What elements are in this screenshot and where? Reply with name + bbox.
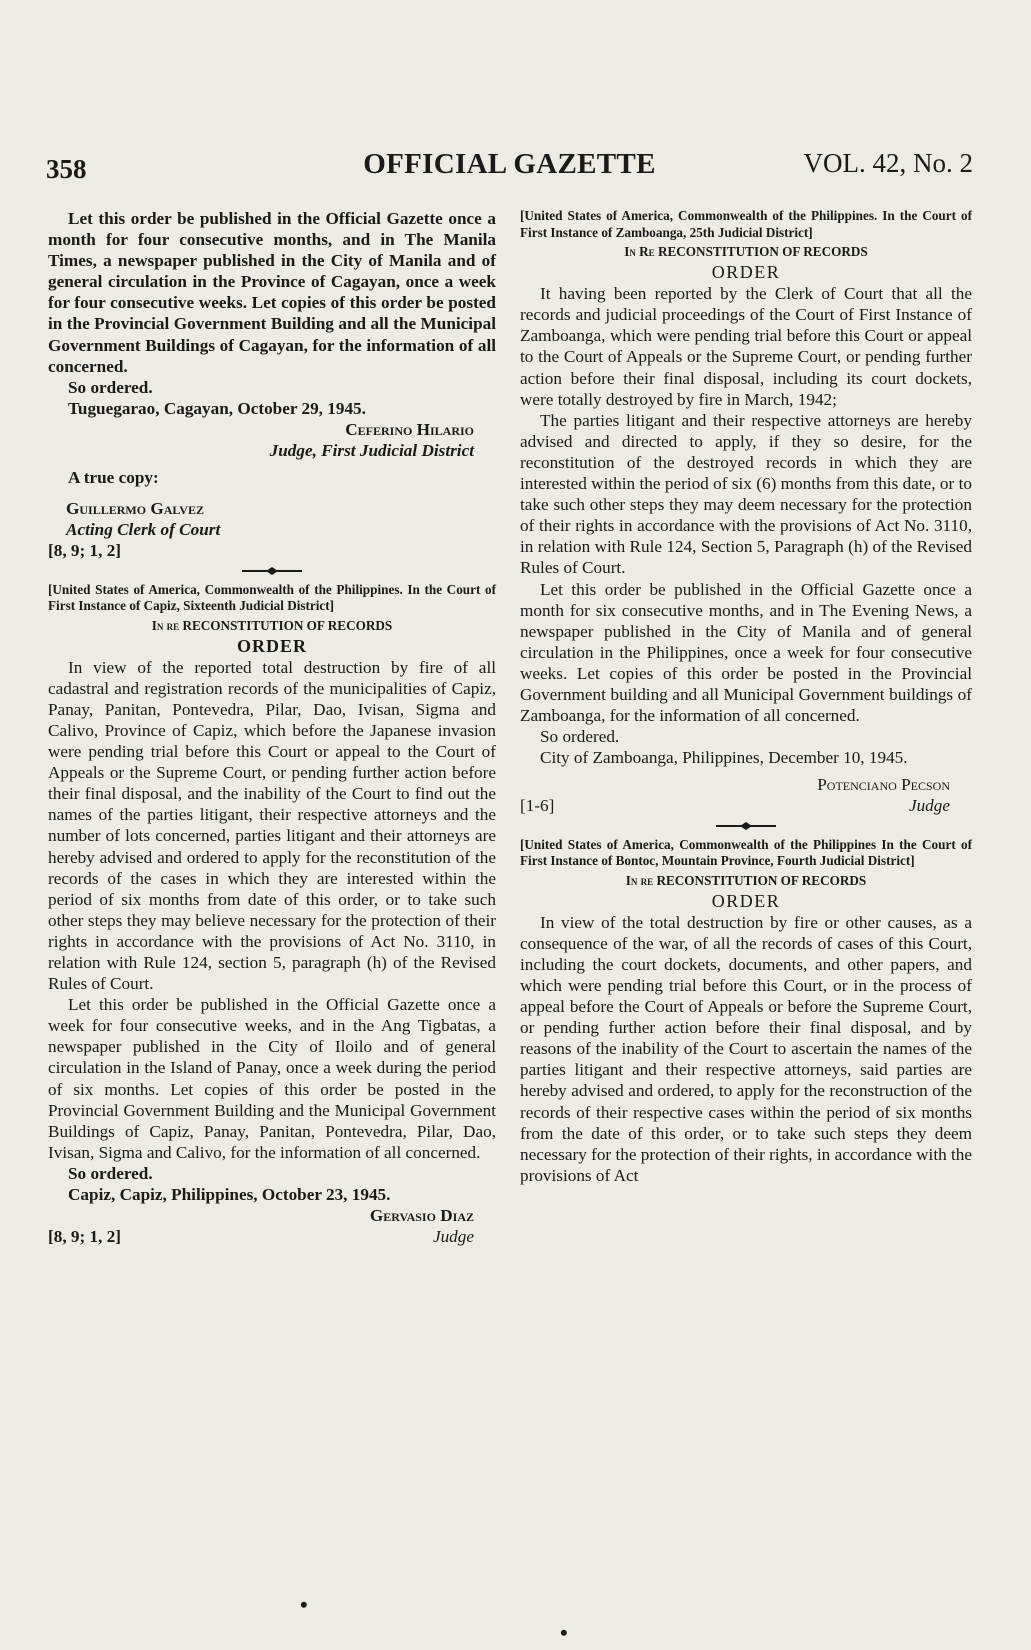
order-paragraph: In view of the reported total destruction by fire of all cadastral and registration records of the municipalities of Capiz, Panay, Panitan, Pontevedra, Pilar, Dao, Ivisan, Sigma and Calivo, Province of Capiz, which before the Japanese invasion were pending trial before this Court or appeal to the Court of Appeals or the Supreme Court, or pending further action before their final disposal, and the inability of the Court to find out the names of the parties litigant, their respective attorneys and the number of lots concerned, parties litigant and their attorneys are hereby advised and ordered to apply for the reconstitution of the records of the cases in which they are interested within the period of six months from date of this order, or to take such other steps they may believe necessary for the protection of their rights in accordance with the provisions of Act No. 3110, in relation with Rule 124, section 5, paragraph (h) of the Revised Rules of Court. (48, 657, 496, 994)
ink-blot-mark: • (300, 1592, 308, 1617)
signature-row (48, 1226, 496, 1247)
court-heading: [United States of America, Commonwealth of the Philippines. In the Court of First Instance of Capiz, Sixteenth Judicial District] (48, 581, 496, 613)
clerk-name: Guillermo Galvez (66, 499, 204, 519)
judge-name: Ceferino Hilario (345, 419, 474, 439)
judge-name: Gervasio Diaz (369, 1206, 474, 1226)
publication-paragraph: Let this order be published in the Official Gazette once a month for six consecutive months, and in The Evening News, a newspaper published in the City of Manila and of general circulation in the Philippines, once a week for four consecutive weeks. Let copies of this order be posted in the Provincial Government building and all Municipal Government buildings of Zamboanga, for the information of all concerned. (520, 579, 972, 726)
order-date: Tuguegarao, Cagayan, October 29, 1945. (68, 398, 366, 418)
judge-name: Potenciano Pecson (817, 775, 950, 795)
so-ordered: So ordered. (540, 727, 620, 747)
case-caption: In re RECONSTITUTION OF RECORDS (151, 617, 393, 633)
order-date: City of Zamboanga, Philippines, December 10, 1945. (540, 748, 908, 768)
court-heading: [United States of America, Commonwealth of the Philippines. In the Court of First Instance of Zamboanga, 25th Judicial District] (520, 208, 972, 240)
order-paragraph: It having been reported by the Clerk of Court that all the records and judicial proceedings of the Court of First Instance of Zamboanga, which were pending trial before this Court or appeal to the Court of Appeals or the Supreme Court, or pending further action before their final disposal, including its court dockets, were totally destroyed by fire in March, 1942; (520, 284, 972, 409)
section-separator (48, 566, 496, 576)
left-column (48, 208, 496, 1247)
true-copy-label: A true copy: (68, 468, 159, 488)
serial-number: [8, 9; 1, 2] (48, 541, 122, 561)
case-caption: In Re RECONSTITUTION OF RECORDS (624, 244, 868, 259)
order-paragraph: The parties litigant and their respective attorneys are hereby advised and directed to apply, if they so desire, for the reconstitution of the destroyed records in which they are interested within the period of six (6) months from this date, or to take such other steps they may deem necessary for the protection of their rights in accordance with the provisions of Act No. 3110, in relation with Rule 124, Section 5, Paragraph (h) of the Revised Rules of Court. (520, 410, 972, 578)
order-heading: ORDER (711, 262, 781, 283)
judge-title: Judge, First Judicial District (269, 441, 474, 461)
ink-blot-mark: • (560, 1620, 568, 1645)
order-heading: ORDER (711, 890, 781, 911)
case-caption: In re RECONSTITUTION OF RECORDS (625, 872, 867, 888)
clerk-title: Acting Clerk of Court (66, 520, 221, 540)
judge-title: Judge (908, 796, 950, 816)
right-column (520, 208, 972, 1186)
publication-paragraph: Let this order be published in the Official Gazette once a week for four consecutive weeks, and in the Ang Tigbatas, a newspaper published in the City of Iloilo and of general circulation in the Island of Panay, once a week during the period of six months. Let copies of this order be posted in the Provincial Government Building and the Municipal Government Buildings of Capiz, Panay, Panitan, Pontevedra, Pilar, Dao, Ivisan, Sigma and Calivo, for the information of all concerned. (48, 995, 496, 1162)
page-number: 358 (46, 154, 87, 184)
so-ordered: So ordered. (68, 377, 153, 397)
separator-rule (242, 566, 302, 576)
so-ordered: So ordered. (68, 1163, 153, 1183)
volume-number: VOL. 42, No. 2 (803, 148, 973, 178)
section-separator (520, 821, 972, 831)
separator-rule (716, 821, 776, 831)
order-date: Capiz, Capiz, Philippines, October 23, 1945. (68, 1185, 391, 1205)
serial-number: [1-6] (520, 796, 555, 816)
serial-number: [8, 9; 1, 2] (48, 1227, 122, 1247)
publication-order-paragraph: Let this order be published in the Official Gazette once a month for four consecutive months, and in The Manila Times, a newspaper published in the City of Manila and of general circulation in the Province of Cagayan, once a week for four consecutive weeks. Let copies of this order be posted in the Provincial Government Building and all the Municipal Government Buildings of Cagayan, for the information of all concerned. (48, 209, 496, 376)
order-paragraph: In view of the total destruction by fire or other causes, as a consequence of the war, of all the records of cases of this Court, including the court dockets, documents, and other papers, and which were pending trial before this Court, or in the process of appeal before the Court of Appeals or before the Supreme Court, or pending further action before their final disposal, and by reasons of the inability of the Court to ascertain the names of the parties litigant and their respective attorneys, said parties are hereby advised and ordered, to apply for the reconstruction of the records of their respective cases within the period of six months from the date of this order, or to take such steps they deem necessary for the protection of their rights, in accordance with the provisions of Act (520, 912, 972, 1185)
judge-title: Judge (432, 1227, 474, 1247)
publication-title: OFFICIAL GAZETTE (363, 148, 656, 180)
page-header (46, 148, 973, 188)
signature-row (520, 795, 972, 816)
order-heading: ORDER (236, 635, 307, 656)
court-heading: [United States of America, Commonwealth of the Philippines In the Court of First Instance of Bontoc, Mountain Province, Fourth Judicial District] (520, 836, 972, 869)
